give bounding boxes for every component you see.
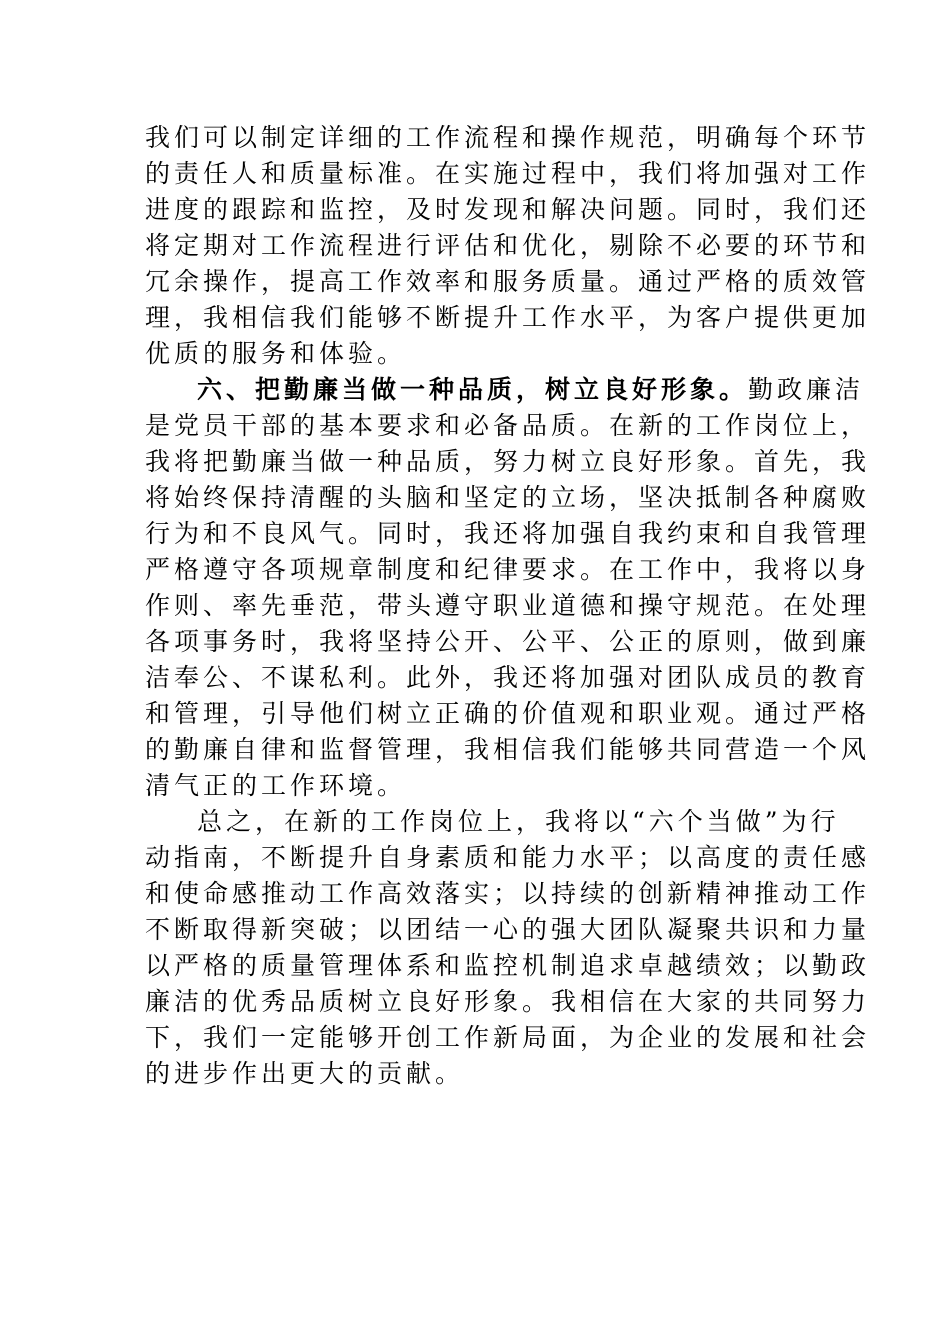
text-line: 洁奉公、不谋私利。此外，我还将加强对团队成员的教育 <box>145 663 871 692</box>
text-line: 廉洁的优秀品质树立良好形象。我相信在大家的共同努力 <box>145 987 871 1016</box>
text-line: 和管理，引导他们树立正确的价值观和职业观。通过严格 <box>145 699 871 728</box>
text-line: 以严格的质量管理体系和监控机制追求卓越绩效；以勤政 <box>145 951 871 980</box>
paragraph-integrity <box>145 372 871 804</box>
text-line: 的责任人和质量标准。在实施过程中，我们将加强对工作 <box>145 159 871 188</box>
text-line: 是党员干部的基本要求和必备品质。在新的工作岗位上， <box>145 411 871 440</box>
document-body <box>145 120 871 1092</box>
text-line: 严格遵守各项规章制度和纪律要求。在工作中，我将以身 <box>145 555 871 584</box>
paragraph-quality-management <box>145 120 871 372</box>
text-line: 清气正的工作环境。 <box>145 771 407 800</box>
text-line: 我们可以制定详细的工作流程和操作规范，明确每个环节 <box>145 123 871 152</box>
heading-continuation: 勤政廉洁 <box>748 375 865 404</box>
text-line: 将定期对工作流程进行评估和优化，剔除不必要的环节和 <box>145 231 871 260</box>
paragraph-first-line <box>145 372 865 408</box>
text-line: 的进步作出更大的贡献。 <box>145 1059 465 1088</box>
paragraph-conclusion <box>145 804 871 1092</box>
text-line: 优质的服务和体验。 <box>145 339 407 368</box>
text-line: 的勤廉自律和监督管理，我相信我们能够共同营造一个风 <box>145 735 871 764</box>
section-heading: 六、把勤廉当做一种品质，树立良好形象。 <box>197 375 749 404</box>
text-line: 各项事务时，我将坚持公开、公平、公正的原则，做到廉 <box>145 627 871 656</box>
text-line: 将始终保持清醒的头脑和坚定的立场，坚决抵制各种腐败 <box>145 483 871 512</box>
text-line: 理，我相信我们能够不断提升工作水平，为客户提供更加 <box>145 303 871 332</box>
text-line: 不断取得新突破；以团结一心的强大团队凝聚共识和力量 <box>145 915 871 944</box>
text-line: 和使命感推动工作高效落实；以持续的创新精神推动工作 <box>145 879 871 908</box>
text-line: 下，我们一定能够开创工作新局面，为企业的发展和社会 <box>145 1023 871 1052</box>
paragraph-first-line: 总之，在新的工作岗位上，我将以“六个当做”为行 <box>197 807 840 836</box>
text-line: 作则、率先垂范，带头遵守职业道德和操守规范。在处理 <box>145 591 871 620</box>
text-line: 动指南，不断提升自身素质和能力水平；以高度的责任感 <box>145 843 871 872</box>
text-line: 冗余操作，提高工作效率和服务质量。通过严格的质效管 <box>145 267 871 296</box>
text-line: 我将把勤廉当做一种品质，努力树立良好形象。首先，我 <box>145 447 871 476</box>
text-line: 进度的跟踪和监控，及时发现和解决问题。同时，我们还 <box>145 195 871 224</box>
text-line: 行为和不良风气。同时，我还将加强自我约束和自我管理 <box>145 519 871 548</box>
